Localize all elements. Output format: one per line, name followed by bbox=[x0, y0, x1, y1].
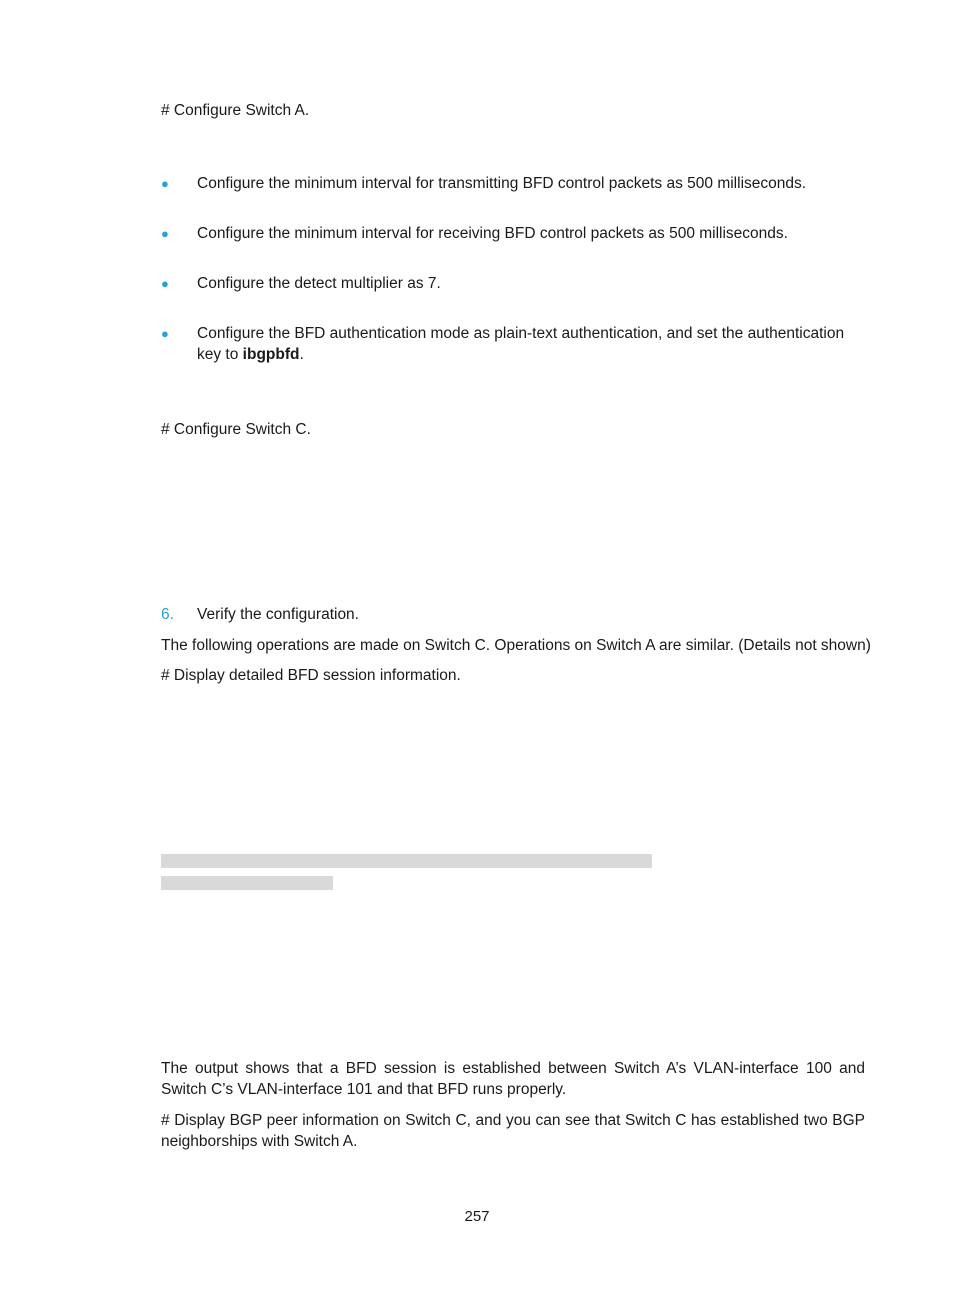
step-text: Verify the configuration. bbox=[197, 606, 359, 623]
page-number: 257 bbox=[464, 1208, 490, 1225]
configure-switch-c-heading: # Configure Switch C. bbox=[161, 421, 311, 438]
list-item bbox=[161, 223, 865, 244]
bullet-text bbox=[197, 323, 865, 365]
bullet-icon: ● bbox=[161, 176, 169, 191]
output-paragraph: The output shows that a BFD session is established between Switch A’s VLAN-interface 100 and Switch C’s VLAN-interface 101 and that BFD runs properly. bbox=[161, 1060, 865, 1098]
step-number: 6. bbox=[161, 606, 174, 623]
bullet-text: Configure the minimum interval for receiving BFD control packets as 500 milliseconds. bbox=[197, 225, 788, 242]
bullet-text-main: Configure the BFD authentication mode as plain-text authentication, and set the authentication key to bbox=[197, 325, 845, 363]
bullet-text: Configure the minimum interval for transmitting BFD control packets as 500 milliseconds. bbox=[197, 175, 807, 192]
step-item bbox=[161, 604, 865, 625]
bullet-icon: ● bbox=[161, 276, 169, 291]
list-item bbox=[161, 323, 865, 365]
operations-paragraph: The following operations are made on Switch C. Operations on Switch A are similar. (Details not shown) bbox=[161, 637, 871, 654]
bullet-text-suffix: . bbox=[299, 346, 304, 363]
display-bfd-paragraph: # Display detailed BFD session information. bbox=[161, 667, 461, 684]
bullet-icon: ● bbox=[161, 226, 169, 241]
configure-switch-a-heading: # Configure Switch A. bbox=[161, 102, 310, 119]
display-bgp-paragraph: # Display BGP peer information on Switch C, and you can see that Switch C has established two BGP neighborships with Switch A. bbox=[161, 1112, 865, 1150]
redaction-bar bbox=[161, 854, 652, 868]
list-item bbox=[161, 273, 865, 294]
redaction-bar bbox=[161, 876, 333, 890]
bullet-icon: ● bbox=[161, 326, 169, 341]
auth-key: ibgpbfd bbox=[242, 346, 300, 363]
bullet-text: Configure the detect multiplier as 7. bbox=[197, 275, 441, 292]
list-item bbox=[161, 173, 865, 194]
